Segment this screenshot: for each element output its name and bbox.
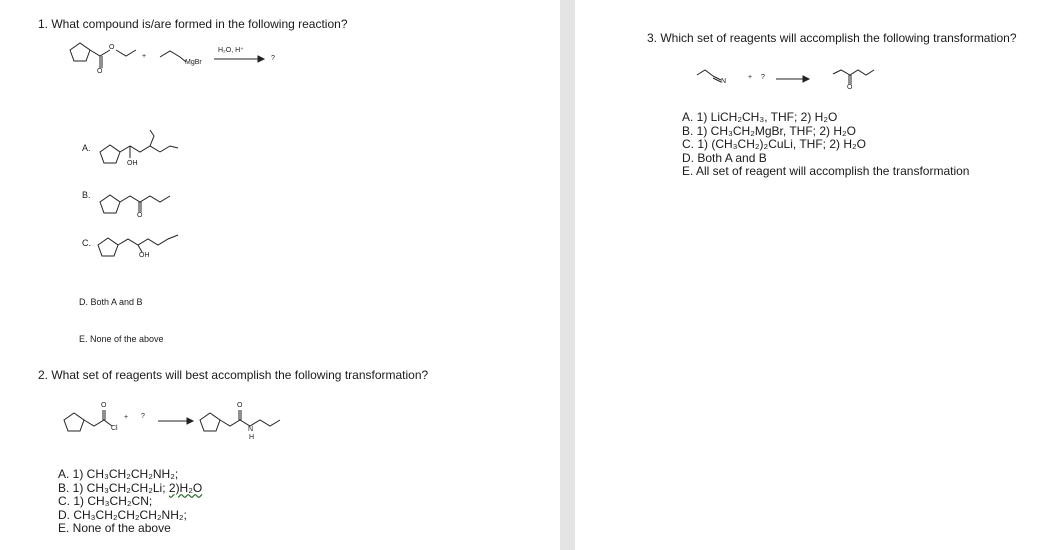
q1-product-unknown: ? bbox=[271, 55, 275, 62]
q1-ester-ring-oxygen: O bbox=[109, 44, 115, 51]
q2-option-b: B. 1) CH₃CH₂CH₂Li; 2)H₂O bbox=[58, 480, 203, 495]
q2-option-a: A. 1) CH₃CH₂CH₂NH₂; bbox=[58, 467, 179, 481]
q2-option-d: D. CH₃CH₂CH₂CH₂NH₂; bbox=[58, 507, 187, 522]
q2-options bbox=[58, 468, 202, 536]
q3-option-a: A. 1) LiCH₂CH₃, THF; 2) H₂O bbox=[682, 110, 838, 124]
q2-nitrogen: N bbox=[248, 426, 254, 433]
q1-option-c-label: C. bbox=[82, 238, 91, 248]
q1-option-b-oxygen: O bbox=[137, 212, 143, 219]
q3-option-d: D. Both A and B bbox=[682, 150, 767, 165]
q3-unknown: ? bbox=[761, 74, 765, 81]
q3-option-c: C. 1) (CH₃CH₂)₂CuLi, THF; 2) H₂O bbox=[682, 137, 866, 151]
q1-plus: + bbox=[142, 53, 147, 60]
q1-option-d: D. Both A and B bbox=[79, 297, 143, 307]
q1-ester-carbonyl-oxygen: O bbox=[97, 68, 103, 75]
q3-option-b: B. 1) CH₃CH₂MgBr, THF; 2) H₂O bbox=[682, 123, 856, 138]
question-1-text: 1. What compound is/are formed in the following reaction? bbox=[38, 17, 348, 31]
q1-option-b-label: B. bbox=[82, 190, 91, 200]
q3-nitrile-nitrogen: N bbox=[721, 78, 727, 85]
q3-option-e: E. All set of reagent will accomplish the transformation bbox=[682, 164, 970, 178]
q2-option-b-step2: 2)H₂O bbox=[168, 480, 203, 495]
q2-option-c: C. 1) CH₃CH₂CN; bbox=[58, 494, 153, 508]
q2-hydrogen: H bbox=[249, 434, 255, 441]
q1-conditions: H₂O, H⁺ bbox=[218, 47, 244, 54]
q3-carbonyl-oxygen: O bbox=[847, 84, 853, 91]
question-2-text: 2. What set of reagents will best accomplish the following transformation? bbox=[38, 368, 429, 382]
q2-option-e: E. None of the above bbox=[58, 521, 171, 535]
question-3-text: 3. Which set of reagents will accomplish the following transformation? bbox=[647, 31, 1017, 45]
q2-chlorine: Cl bbox=[111, 425, 118, 432]
q2-unknown: ? bbox=[141, 413, 145, 420]
q1-option-a-label: A. bbox=[82, 143, 91, 153]
q1-option-e: E. None of the above bbox=[79, 334, 164, 344]
q1-grignard-label: MgBr bbox=[185, 59, 202, 66]
q2-product-carbonyl-oxygen: O bbox=[237, 402, 243, 409]
q2-plus: + bbox=[124, 414, 129, 421]
q2-start-carbonyl-oxygen: O bbox=[101, 402, 107, 409]
q1-option-c-oh: OH bbox=[139, 252, 150, 259]
q3-plus: + bbox=[748, 74, 753, 81]
q1-option-a-oh: OH bbox=[127, 160, 138, 167]
q3-options bbox=[682, 111, 969, 179]
document-page-right bbox=[575, 0, 1043, 550]
q3-reaction-scheme bbox=[575, 0, 1043, 550]
